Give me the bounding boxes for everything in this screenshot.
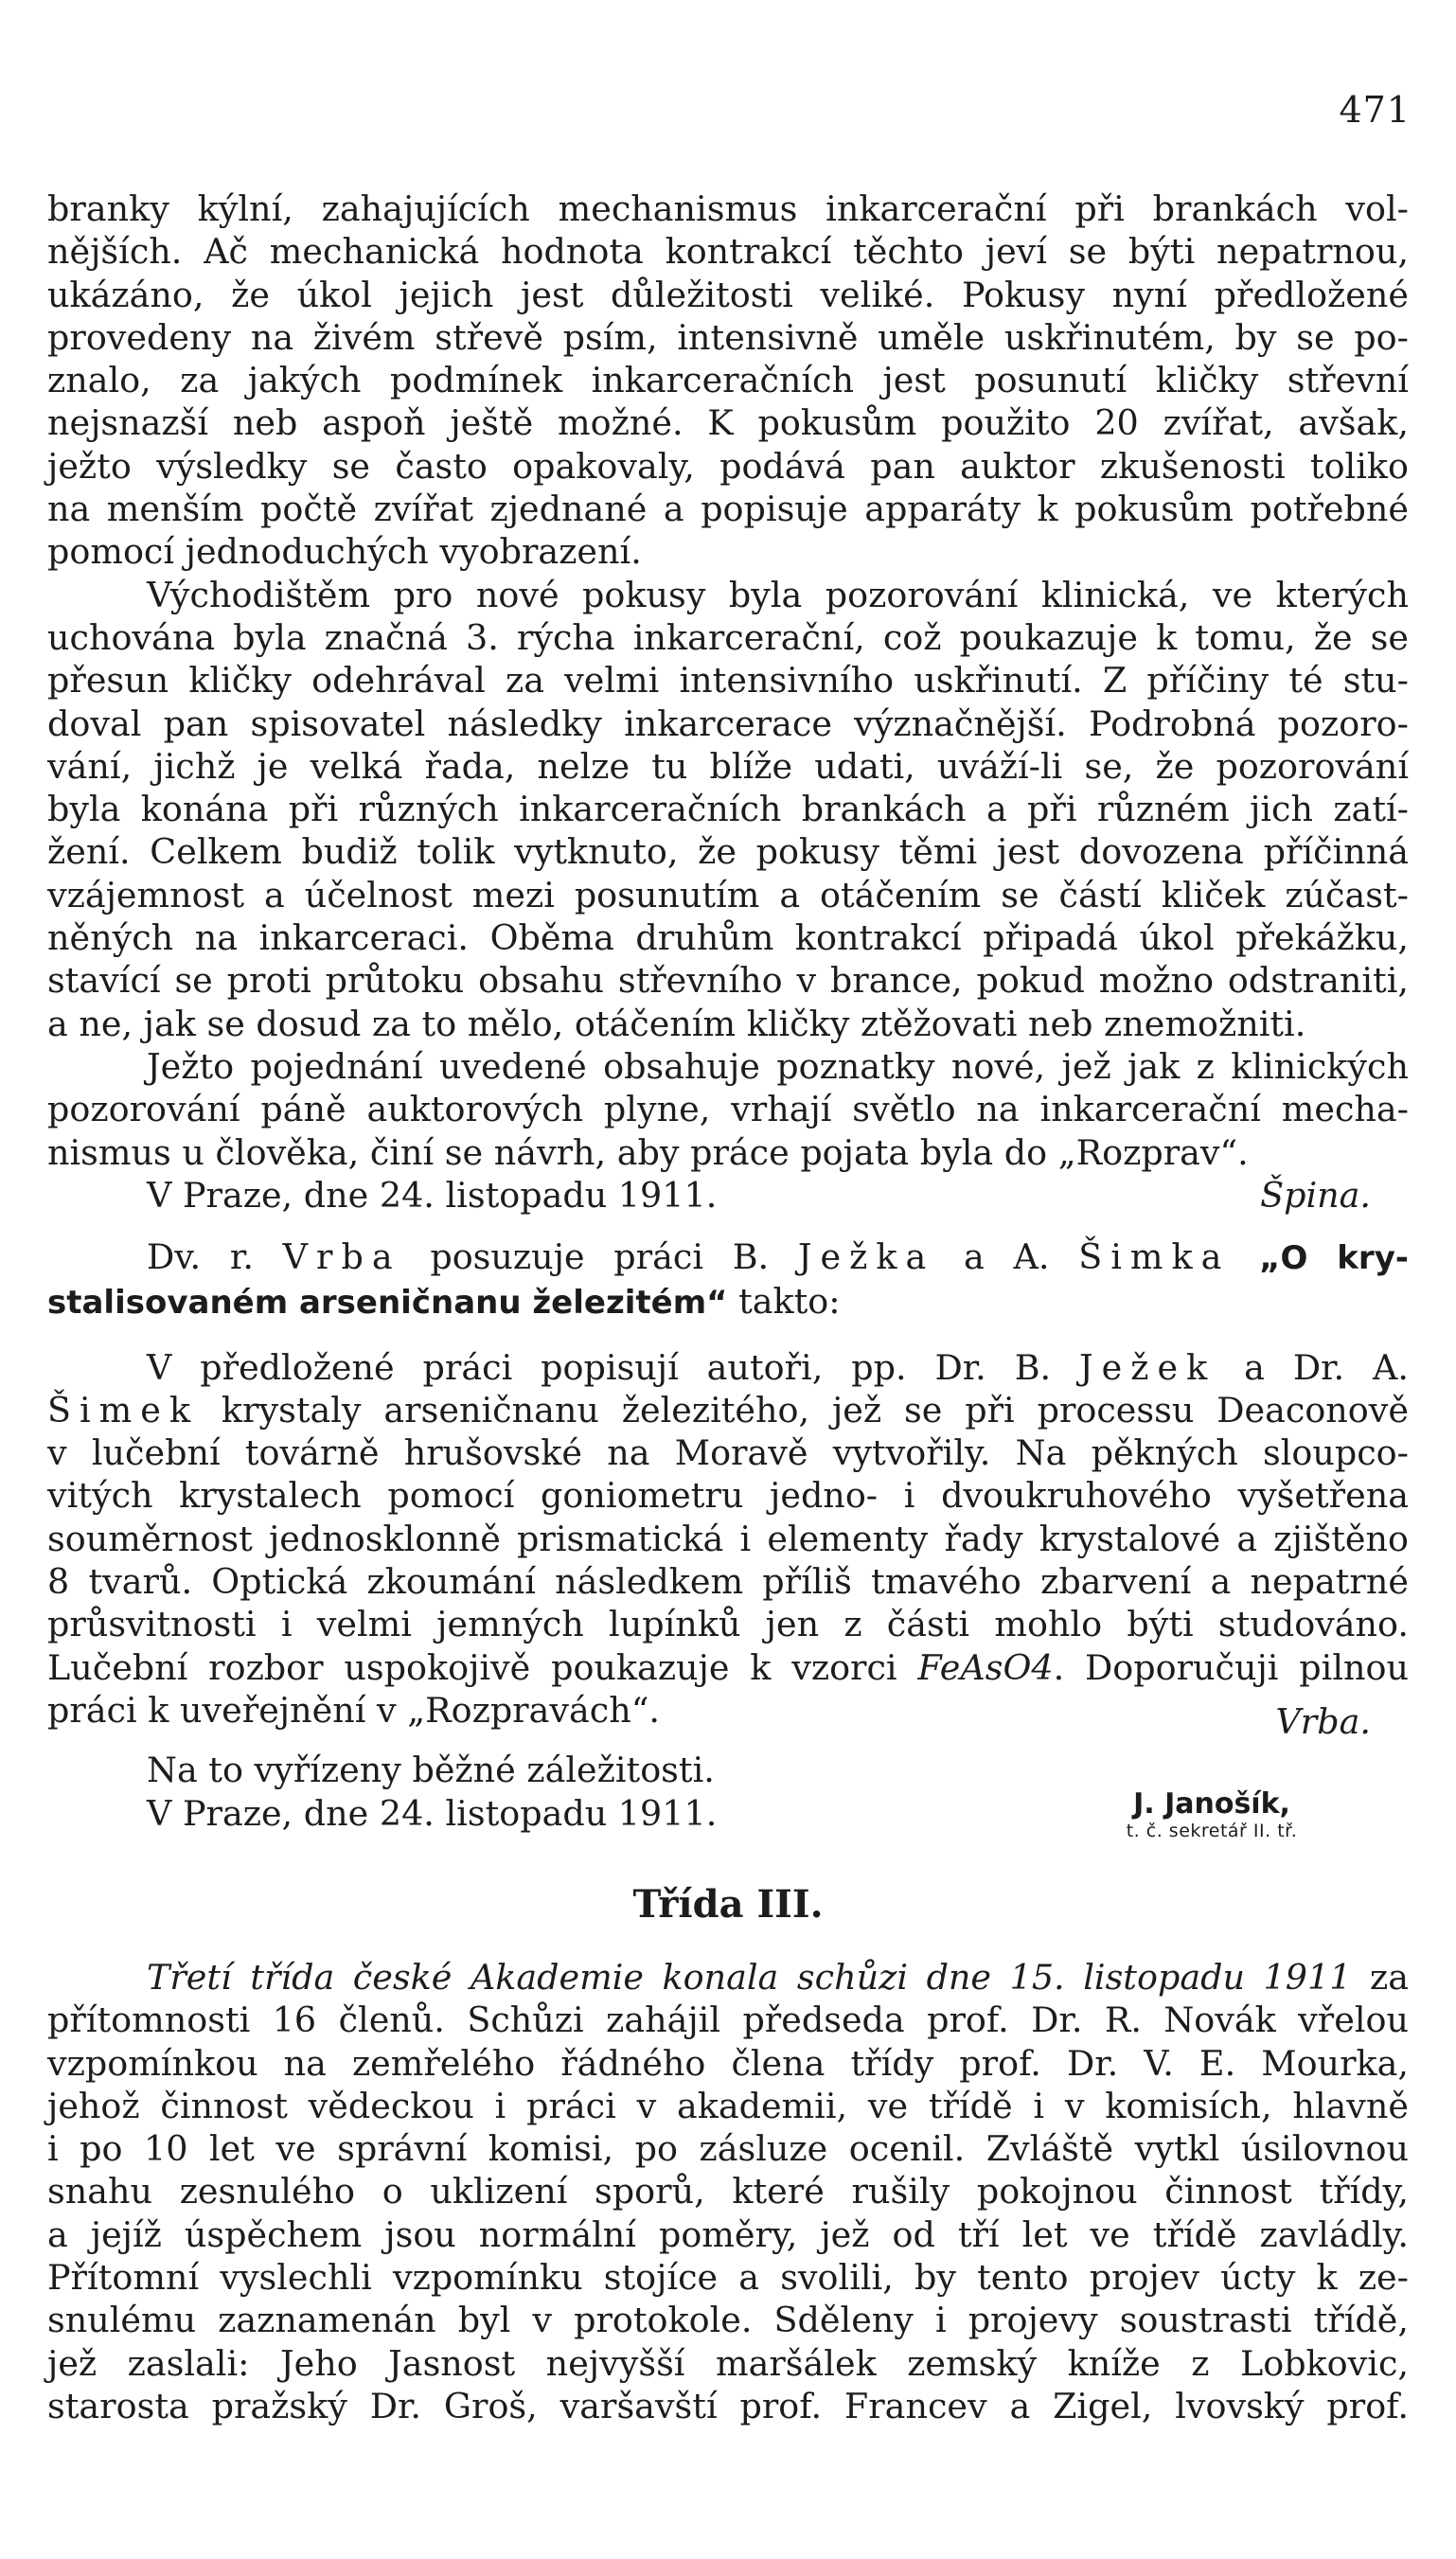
text-line: branky kýlní, zahajujících mechanismus inkarcerační při brankách vol- xyxy=(47,188,1409,229)
closing-line: Na to vyřízeny běžné záležitosti. xyxy=(147,1750,715,1791)
text-line: souměrnost jednosklonně prismatická i elementy řady krystalové a zjištěno xyxy=(47,1518,1409,1559)
page-number: 471 xyxy=(1339,89,1411,131)
place-date-line xyxy=(47,1174,1409,1217)
author-name: Šimek xyxy=(47,1389,200,1431)
intro-line xyxy=(47,1235,1409,1280)
text-line: v lučební továrně hrušovské na Moravě vytvořily. Na pěkných sloupco- xyxy=(47,1432,1409,1474)
author-1: Ježka xyxy=(797,1236,935,1277)
text-line: Ježto pojednání uvedené obsahuje poznatky nové, jež jak z klinických xyxy=(147,1045,1409,1087)
reviewer-name: Vrba xyxy=(282,1236,401,1277)
secretary-title: t. č. sekretář II. tř. xyxy=(1126,1821,1298,1841)
text-line xyxy=(47,1956,1409,1999)
text-line: vání, jichž je velká řada, nelze tu blíže udati, uváží-li se, že pozorování xyxy=(47,745,1409,787)
intro-prefix: Dv. r. xyxy=(147,1236,254,1277)
report-section-2 xyxy=(47,1235,1409,1835)
report-section-3 xyxy=(47,1956,1409,2427)
text-line: starosta pražský Dr. Groš, varšavští prof. Francev a Zigel, lvovský prof. xyxy=(47,2385,1409,2426)
text-line: jehož činnost vědeckou i práci v akademii, ve třídě i v komisích, hlavně xyxy=(47,2085,1409,2126)
text-line: vzpomínkou na zemřelého řádného člena třídy prof. Dr. V. E. Mourka, xyxy=(47,2042,1409,2084)
text-fragment: práci k uveřejnění v „Rozpravách“. xyxy=(47,1689,660,1731)
place-date-2: V Praze, dne 24. listopadu 1911. xyxy=(147,1792,718,1834)
text-line xyxy=(47,1346,1409,1389)
intro-suffix: takto: xyxy=(738,1281,841,1323)
chemical-formula: FeAsO4 xyxy=(917,1646,1054,1688)
text-line: Přítomní vyslechli vzpomínku stojíce a svolili, by tento projev úcty k ze- xyxy=(47,2257,1409,2299)
text-line: vzájemnost a účelnost mezi posunutím a otáčením se částí kliček zúčast- xyxy=(47,874,1409,915)
work-title-part-1: „O kry- xyxy=(1259,1239,1409,1277)
text-line: ježto výsledky se často opakovaly, podává pan auktor zkušenosti toliko xyxy=(47,445,1409,487)
text-line: nejsnazší neb aspoň ještě možné. K pokusům použito 20 zvířat, avšak, xyxy=(47,402,1409,444)
author-name: Ježek xyxy=(1079,1346,1216,1388)
session-heading-italic: Třetí třída české Akademie konala schůzi dne 15. listopadu 1911 xyxy=(147,1957,1352,1998)
text-line: na menším počtě zvířat zjednané a popisuje apparáty k pokusům potřebné xyxy=(47,489,1409,530)
signature-vrba: Vrba. xyxy=(1275,1700,1371,1742)
text-line: jež zaslali: Jeho Jasnost nejvyšší maršálek zemský kníže z Lobkovic, xyxy=(47,2342,1409,2384)
text-fragment: . Doporučuji pilnou xyxy=(1053,1646,1409,1688)
text-line: Východištěm pro nové pokusy byla pozorování klinická, ve kterých xyxy=(147,574,1409,615)
text-line: pomocí jednoduchých vyobrazení. xyxy=(47,531,642,573)
text-line: nismus u člověka, činí se návrh, aby práce pojata byla do „Rozprav“. xyxy=(47,1131,1249,1173)
text-line: i po 10 let ve správní komisi, po zásluze ocenil. Zvláště vytkl úsilovnou xyxy=(47,2128,1409,2170)
text-line: snulému zaznamenán byl v protokole. Sděleny i projevy soustrasti třídě, xyxy=(47,2300,1409,2341)
signature-spina: Špina. xyxy=(1260,1174,1371,1216)
secretary-signature xyxy=(1070,1787,1354,1841)
text-line: nějších. Ač mechanická hodnota kontrakcí těchto jeví se býti nepatrnou, xyxy=(47,231,1409,273)
text-line: doval pan spisovatel následky inkarcerace význačnější. Podrobná pozoro- xyxy=(47,702,1409,744)
text-line: uchována byla značná 3. rýcha inkarcerační, což poukazuje k tomu, že se xyxy=(47,616,1409,658)
secretary-name: J. Janošík, xyxy=(1133,1787,1290,1821)
text-line: snahu zesnulého o uklizení sporů, které rušily pokojnou činnost třídy, xyxy=(47,2171,1409,2212)
work-title-part-2: stalisovaném arseničnanu železitém“ xyxy=(47,1284,728,1323)
text-line: a jejíž úspěchem jsou normální poměry, jež od tří let ve třídě zavládly. xyxy=(47,2213,1409,2255)
place-date: V Praze, dne 24. listopadu 1911. xyxy=(147,1174,718,1216)
intro-line-2 xyxy=(47,1280,1409,1324)
report-section-1 xyxy=(47,187,1409,1217)
text-line: průsvitnosti i velmi jemných lupínků jen z části mohlo býti studováno. xyxy=(47,1604,1409,1645)
intro-mid: posuzuje práci B. xyxy=(430,1236,770,1277)
text-line: stavící se proti průtoku obsahu střevního v brance, pokud možno odstraniti, xyxy=(47,960,1409,1002)
text-line xyxy=(47,1646,1409,1689)
section-heading: Třída III. xyxy=(632,1882,824,1927)
text-line: přesun kličky odehrával za velmi intensivního uskřinutí. Z příčiny té stu- xyxy=(47,660,1409,702)
text-line: a ne, jak se dosud za to mělo, otáčením kličky ztěžovati neb znemožniti. xyxy=(47,1003,1306,1044)
text-line: přítomnosti 16 členů. Schůzi zahájil předseda prof. Dr. R. Novák vřelou xyxy=(47,1999,1409,2041)
text-fragment: krystaly arseničnanu železitého, jež se při processu Deaconově xyxy=(221,1389,1409,1431)
text-line xyxy=(47,1689,1409,1742)
text-fragment: za xyxy=(1370,1957,1409,1998)
text-fragment: a Dr. A. xyxy=(1244,1346,1410,1388)
intro-and: a A. xyxy=(963,1236,1050,1277)
text-line: 8 tvarů. Optická zkoumání následkem příliš tmavého zbarvení a nepatrné xyxy=(47,1561,1409,1603)
text-line: ukázáno, že úkol jejich jest důležitosti veliké. Pokusy nyní předložené xyxy=(47,274,1409,315)
text-line: byla konána při různých inkarceračních brankách a při různém jich zatí- xyxy=(47,789,1409,830)
text-line: znalo, za jakých podmínek inkarceračních jest posunutí kličky střevní xyxy=(47,360,1409,401)
text-line: provedeny na živém střevě psím, intensivně uměle uskřinutém, by se po- xyxy=(47,316,1409,358)
text-line xyxy=(47,1389,1409,1431)
text-line: pozorování páně auktorových plyne, vrhají světlo na inkarcerační mecha- xyxy=(47,1089,1409,1130)
author-2: Šimka xyxy=(1078,1236,1231,1277)
text-line: vitých krystalech pomocí goniometru jedno- i dvoukruhového vyšetřena xyxy=(47,1475,1409,1517)
text-line: něných na inkarceraci. Oběma druhům kontrakcí připadá úkol překážku, xyxy=(47,917,1409,959)
text-line: žení. Celkem budiž tolik vytknuto, že pokusy těmi jest dovozena příčinná xyxy=(47,831,1409,873)
text-fragment: Lučební rozbor uspokojivě poukazuje k vzorci xyxy=(47,1646,897,1688)
text-fragment: V předložené práci popisují autoři, pp. Dr. B. xyxy=(147,1346,1052,1388)
